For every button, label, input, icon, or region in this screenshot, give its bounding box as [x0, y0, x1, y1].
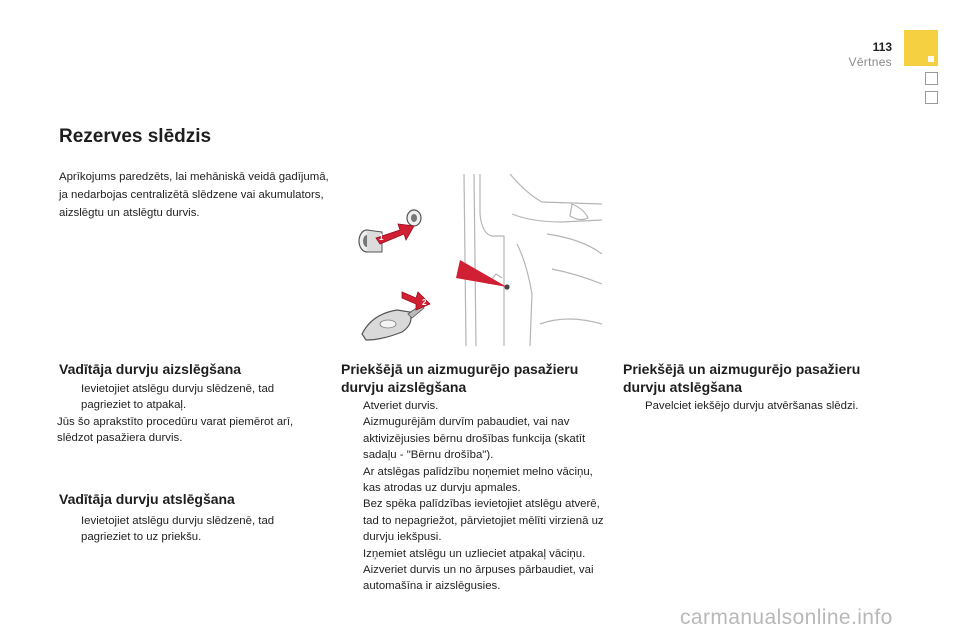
driver-lock-steps	[57, 381, 322, 414]
list-item: Izņemiet atslēgu un uzlieciet atpakaļ vāciņu.	[363, 547, 586, 560]
driver-lock-note: Jūs šo aprakstīto procedūru varat piemērot arī, slēdzot pasažiera durvis.	[57, 416, 294, 445]
red-arrow-1-icon	[376, 224, 414, 244]
list-item: Ievietojiet atslēgu durvju slēdzenē, tad pagrieziet to uz priekšu.	[81, 515, 275, 544]
lock-barrel-small-icon	[407, 210, 421, 226]
door-lock-illustration	[352, 174, 602, 346]
list-item: Ar atslēgas palīdzību noņemiet melno vāciņu, kas atrodas uz durvju apmales.	[363, 465, 593, 495]
list-item: Bez spēka palīdzības ievietojiet atslēgu atverē, tad to nepagriežot, pārvietojiet mēlīti virzienā uz durvju iekšpusi.	[363, 498, 604, 544]
list-item: Atveriet durvis.	[363, 400, 439, 412]
heading-driver-lock: Vadītāja durvju aizslēgšana	[59, 361, 242, 377]
chapter-tab-active[interactable]	[904, 30, 938, 66]
pointer-arrow-icon	[456, 260, 507, 287]
passenger-lock-steps	[339, 398, 604, 595]
heading-driver-unlock: Vadītāja durvju atslēgšana	[59, 491, 235, 507]
watermark: carmanualsonline.info	[680, 606, 893, 629]
red-arrow-2-icon	[402, 292, 430, 310]
section-name: Vērtnes	[848, 55, 892, 69]
page-title: Rezerves slēdzis	[59, 126, 212, 147]
tab-marker-icon	[928, 56, 934, 62]
list-item: Aizmugurējām durvīm pabaudiet, vai nav aktivizējusies bērnu drošības funkcija (skatīt sadaļu - "Bērnu drošība").	[363, 416, 586, 462]
heading-passenger-unlock: Priekšējā un aizmugurējo pasažieru durvju atslēgšana	[623, 361, 861, 395]
key-fob-icon	[362, 304, 424, 340]
svg-text:2: 2	[422, 298, 427, 307]
chapter-tab[interactable]	[925, 91, 938, 104]
chapter-tab[interactable]	[925, 72, 938, 85]
list-item: Aizveriet durvis un no ārpuses pārbaudiet, vai automašīna ir aizslēgusies.	[363, 564, 594, 593]
svg-text:1: 1	[379, 233, 384, 242]
driver-unlock-steps	[57, 513, 322, 546]
page-number: 113	[872, 40, 892, 54]
list-item: Pavelciet iekšējo durvju atvēršanas slēdzi.	[645, 400, 859, 412]
intro-text: Aprīkojums paredzēts, lai mehāniskā veidā gadījumā, ja nedarbojas centralizētā slēdzene vai akumulators, aizslēgtu un atslēgtu durvis.	[59, 171, 329, 219]
heading-passenger-lock: Priekšējā un aizmugurējo pasažieru durvju aizslēgšana	[341, 361, 579, 395]
passenger-unlock-steps	[621, 398, 891, 414]
list-item: Ievietojiet atslēgu durvju slēdzenē, tad pagrieziet to atpakaļ.	[81, 383, 275, 412]
